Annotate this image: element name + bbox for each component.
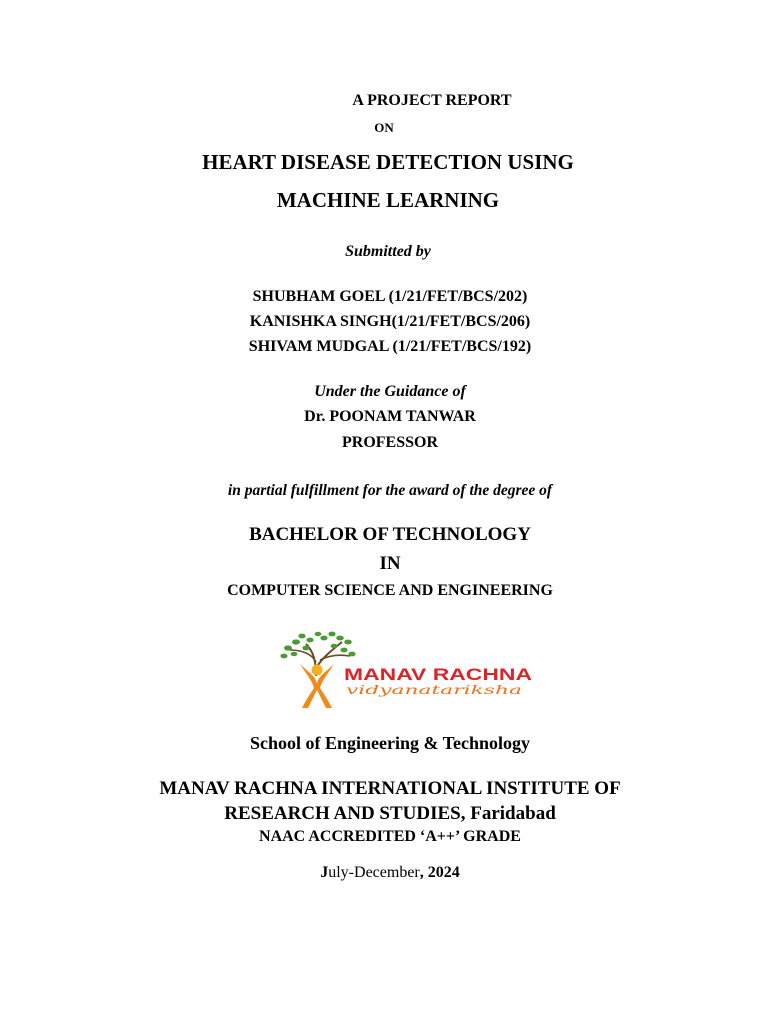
degree-in-label: IN [379,553,401,574]
guide-name: Dr. POONAM TANWAR [304,408,476,425]
session-initial: J [320,864,329,881]
student-entry: SHIVAM MUDGAL (1/21/FET/BCS/192) [248,338,532,355]
student-entry: SHUBHAM GOEL (1/21/FET/BCS/202) [252,288,528,305]
logo-brand-text: MANAV RACHNA [344,665,532,684]
session-date [6,864,768,882]
guide-title: PROFESSOR [341,434,438,451]
project-title-line-1: HEART DISEASE DETECTION USING [202,150,574,174]
logo-tagline-text: vidyanatariksha [346,683,522,697]
fulfillment-text: in partial fulfillment for the award of the degree of [227,482,553,499]
degree-name: BACHELOR OF TECHNOLOGY [249,524,531,545]
student-entry: KANISHKA SINGH(1/21/FET/BCS/206) [249,313,531,330]
branch-name: COMPUTER SCIENCE AND ENGINEERING [227,582,553,599]
on-label: ON [374,120,394,135]
guidance-label: Under the Guidance of [314,383,466,400]
session-months: uly-December [328,864,420,881]
project-title-line-2: MACHINE LEARNING [276,188,500,212]
accreditation-text: NAAC ACCREDITED ‘A++’ GRADE [259,828,521,845]
institute-name-line-1: MANAV RACHNA INTERNATIONAL INSTITUTE OF [159,778,621,799]
submitted-by-label: Submitted by [345,243,431,260]
manav-rachna-logo [276,628,538,710]
school-name: School of Engineering & Technology [249,733,531,753]
institute-name-line-2: RESEARCH AND STUDIES, Faridabad [224,803,556,824]
session-year: , 2024 [419,864,460,881]
report-type-heading: A PROJECT REPORT [352,92,512,109]
